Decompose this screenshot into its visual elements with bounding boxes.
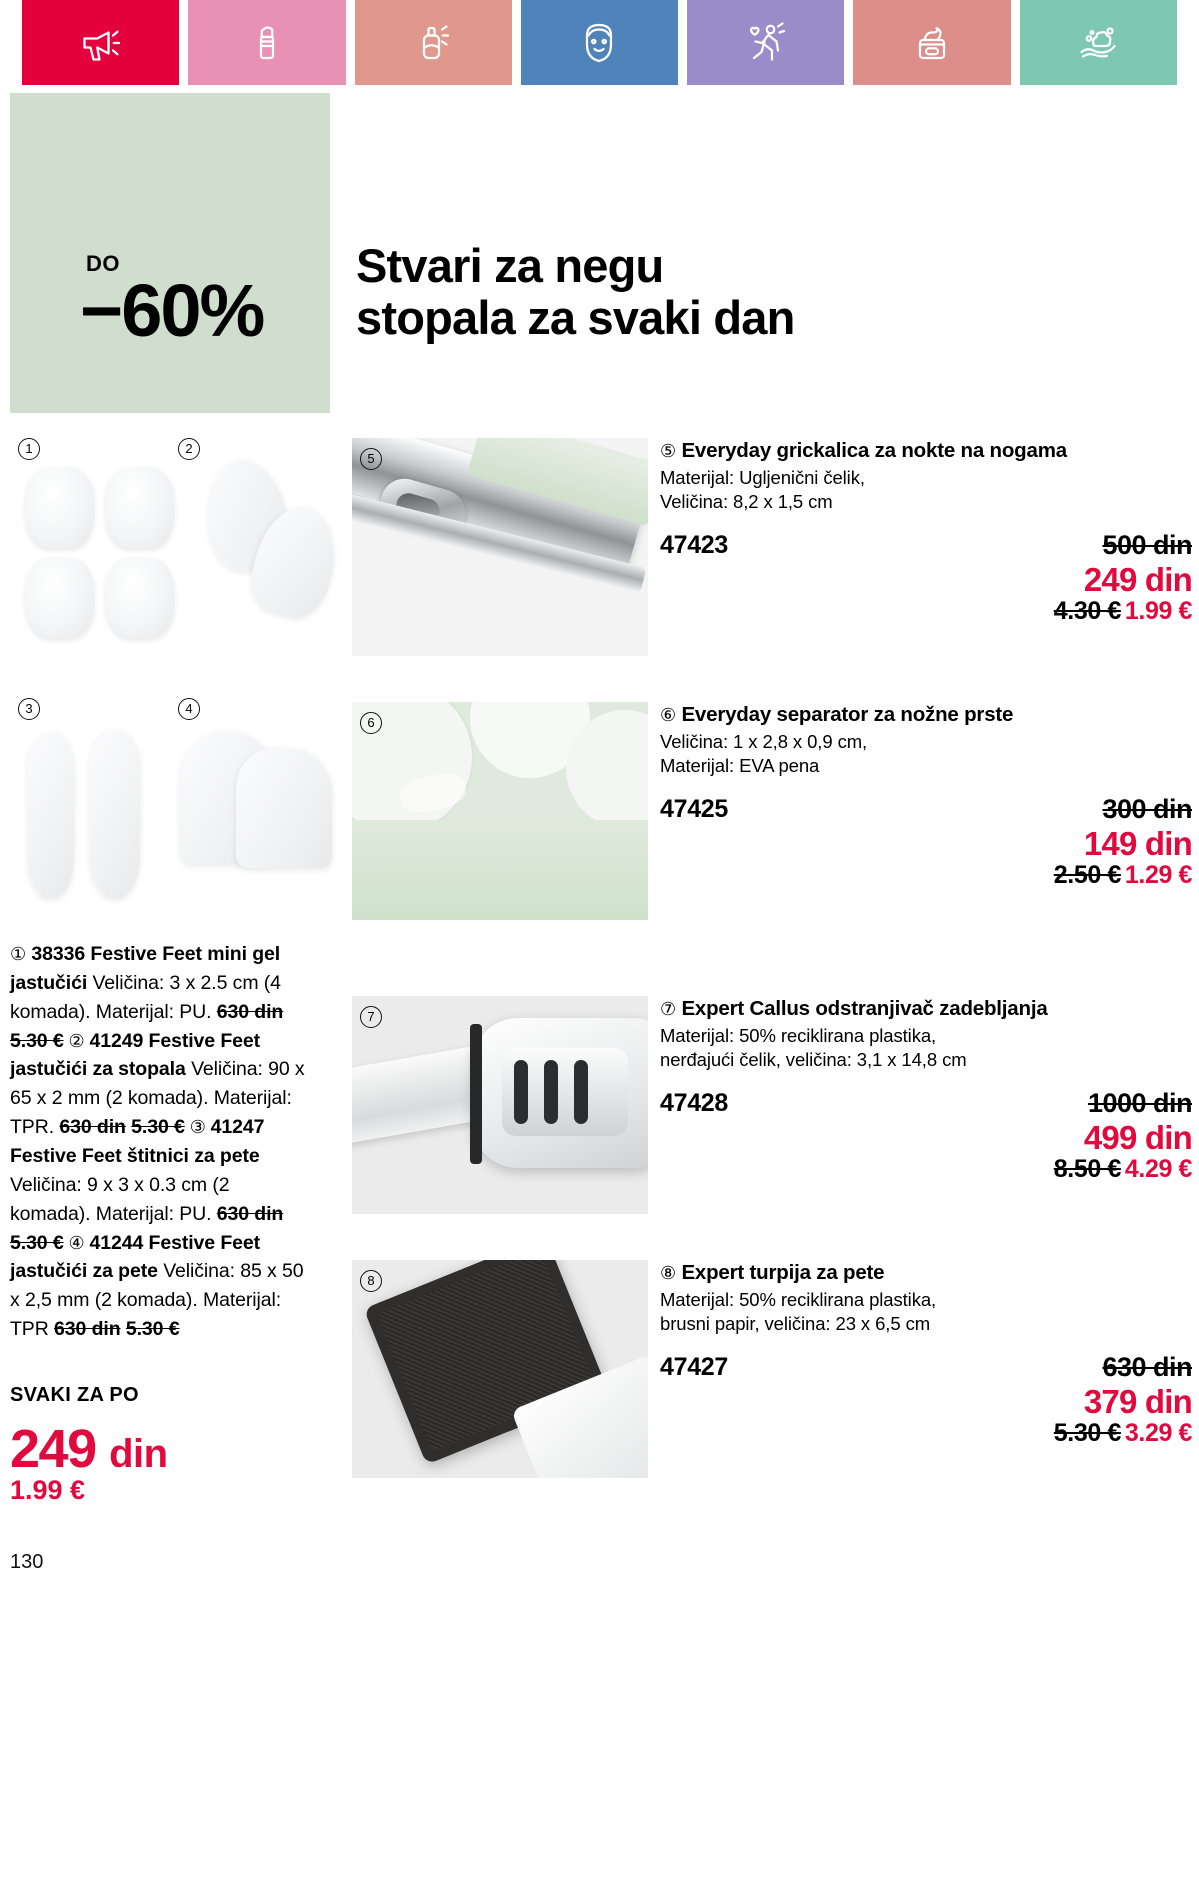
- photo-row-items-3-4: [10, 688, 340, 938]
- product-photo-nail-clipper: [352, 438, 648, 656]
- new-price-eur: 3.29 €: [1124, 1418, 1192, 1447]
- description-segment: ④: [63, 1232, 90, 1253]
- item-badge-3: 3: [18, 698, 40, 720]
- product-info: [648, 702, 1192, 920]
- description-segment: 5.30 €: [10, 1029, 64, 1052]
- old-price-din: 1000 din: [1087, 1088, 1192, 1119]
- product-title: [660, 438, 1192, 463]
- product-price-block: [660, 795, 1192, 889]
- product-description-line2: Veličina: 8,2 x 1,5 cm: [660, 491, 833, 513]
- product-title: [660, 996, 1192, 1021]
- product-photo-mini-gel-pads: [10, 430, 170, 688]
- product-card[interactable]: [352, 438, 1192, 656]
- discount-value: −60%: [80, 268, 264, 352]
- category-icon-bar: [0, 0, 1199, 85]
- product-card[interactable]: [352, 1260, 1192, 1478]
- product-description-line2: Materijal: EVA pena: [660, 755, 820, 777]
- product-number: ⑦: [660, 999, 676, 1019]
- hero-header: [0, 85, 1199, 430]
- product-photo-foot-file: [352, 1260, 648, 1478]
- old-price-eur: 2.50 €: [1053, 860, 1121, 889]
- product-photo-callus-remover: [352, 996, 648, 1214]
- product-photo-foot-pads: [170, 430, 340, 688]
- product-description-line1: Materijal: Ugljenični čelik,: [660, 467, 865, 488]
- description-segment: 5.30 €: [10, 1231, 64, 1254]
- product-title-text: Everyday grickalica za nokte na nogama: [681, 439, 1067, 462]
- product-photo-heel-cushions: [170, 688, 340, 946]
- product-number: ⑥: [660, 705, 676, 725]
- product-code: 47423: [660, 531, 729, 560]
- product-title: [660, 1260, 1192, 1285]
- product-price-block: [660, 531, 1192, 625]
- item-badge-1: 1: [18, 438, 40, 460]
- product-card[interactable]: [352, 996, 1192, 1214]
- category-tile-man-face[interactable]: [521, 0, 678, 85]
- price-stack: [1054, 795, 1192, 889]
- product-description: [660, 730, 1192, 778]
- item-badge-8: 8: [360, 1270, 382, 1292]
- description-segment: 38336 Festive Feet mini gel jastučići: [10, 943, 281, 994]
- man-face-icon: [575, 19, 623, 67]
- new-price-din: 379 din: [1083, 1382, 1192, 1420]
- product-description: [660, 1288, 1192, 1336]
- old-price-eur: 4.30 €: [1053, 596, 1121, 625]
- left-group-description: [10, 940, 310, 1344]
- product-title-text: Expert turpija za pete: [681, 1261, 885, 1284]
- item-badge-4: 4: [178, 698, 200, 720]
- new-price-eur: 1.29 €: [1124, 860, 1192, 889]
- product-info: [648, 1260, 1192, 1478]
- photo-row-items-1-2: [10, 430, 340, 688]
- product-description-line2: brusni papir, veličina: 23 x 6,5 cm: [660, 1313, 931, 1335]
- lipstick-icon: [243, 19, 291, 67]
- price-stack: [1054, 531, 1192, 625]
- megaphone-icon: [77, 19, 125, 67]
- perfume-bottle-icon: [409, 19, 457, 67]
- product-title-text: Expert Callus odstranjivač zadebljanja: [681, 997, 1048, 1020]
- product-price-block: [660, 1353, 1192, 1447]
- old-price-eur: 8.50 €: [1053, 1154, 1121, 1183]
- product-title: [660, 702, 1192, 727]
- description-segment: ③: [184, 1117, 211, 1138]
- product-code: 47428: [660, 1089, 729, 1118]
- category-tile-cream-jar[interactable]: [853, 0, 1010, 85]
- product-number: ⑤: [660, 441, 676, 461]
- product-description-line1: Veličina: 1 x 2,8 x 0,9 cm,: [660, 731, 868, 752]
- page-title: [356, 240, 976, 343]
- description-segment: 41244 Festive Feet jastučići za pete: [10, 1231, 261, 1283]
- product-description-line2: nerđajući čelik, veličina: 3,1 x 14,8 cm: [660, 1049, 967, 1071]
- category-tile-lipstick[interactable]: [188, 0, 345, 85]
- each-price-din: [10, 1421, 340, 1478]
- description-segment: 630 din: [54, 1318, 121, 1341]
- product-photo-heel-protectors: [10, 688, 170, 946]
- category-tile-perfume-bottle[interactable]: [355, 0, 512, 85]
- page-title-line2: stopala za svaki dan: [356, 290, 795, 344]
- old-price-eur: 5.30 €: [1053, 1418, 1121, 1447]
- item-badge-7: 7: [360, 1006, 382, 1028]
- product-description: [660, 466, 1192, 514]
- new-price-din: 249 din: [1083, 560, 1192, 598]
- new-price-din: 149 din: [1083, 824, 1192, 862]
- description-segment: 41249 Festive Feet jastučići za stopala: [10, 1029, 261, 1081]
- old-price-din: 300 din: [1102, 794, 1192, 825]
- description-segment: 41247 Festive Feet štitnici za pete: [10, 1116, 265, 1168]
- product-photo-toe-separator: [352, 702, 648, 920]
- price-eur-line: [1054, 598, 1192, 626]
- product-title-text: Everyday separator za nožne prste: [681, 703, 1014, 726]
- price-eur-line: [1054, 1156, 1192, 1184]
- page-number: 130: [10, 1551, 44, 1574]
- each-price-eur: 1.99 €: [10, 1474, 86, 1505]
- product-description: [660, 1024, 1192, 1072]
- description-segment: Veličina: 85 x 50 x 2,5 mm (2 komada). Materijal: TPR: [10, 1260, 304, 1341]
- price-stack: [1054, 1089, 1192, 1183]
- price-eur-line: [1054, 862, 1192, 890]
- description-segment: Veličina: 9 x 3 x 0.3 cm (2 komada). Materijal: PU.: [10, 1173, 230, 1225]
- description-segment: 630 din: [216, 1202, 284, 1225]
- running-person-icon: [742, 19, 790, 67]
- product-description-line1: Materijal: 50% reciklirana plastika,: [660, 1289, 937, 1310]
- product-info: [648, 996, 1192, 1214]
- product-price-block: [660, 1089, 1192, 1183]
- description-segment: 5.30 €: [131, 1116, 185, 1139]
- discount-badge-box: [10, 93, 330, 413]
- new-price-eur: 1.99 €: [1124, 596, 1192, 625]
- new-price-din: 499 din: [1083, 1118, 1192, 1156]
- product-info: [648, 438, 1192, 656]
- item-badge-2: 2: [178, 438, 200, 460]
- each-price-value: 249: [10, 1419, 96, 1480]
- product-card[interactable]: [352, 702, 1192, 920]
- old-price-din: 630 din: [1102, 1352, 1192, 1383]
- each-price-unit: din: [109, 1432, 168, 1477]
- item-badge-5: 5: [360, 448, 382, 470]
- category-tile-running-person[interactable]: [687, 0, 844, 85]
- do-label: DO: [86, 250, 120, 276]
- price-stack: [1054, 1353, 1192, 1447]
- left-product-group: [10, 430, 340, 1574]
- category-tile-megaphone[interactable]: [22, 0, 179, 85]
- each-price-label: SVAKI ZA PO: [10, 1384, 139, 1407]
- price-eur-line: [1054, 1420, 1192, 1448]
- category-tile-hand-washing[interactable]: [1020, 0, 1177, 85]
- page-title-line1: Stvari za negu: [356, 239, 664, 292]
- product-number: ⑧: [660, 1263, 676, 1283]
- right-product-list: [352, 430, 1192, 1524]
- description-segment: Veličina: 3 x 2.5 cm (4 komada). Materijal: PU.: [10, 971, 281, 1023]
- hand-washing-icon: [1074, 19, 1122, 67]
- description-segment: ①: [10, 944, 27, 964]
- item-badge-6: 6: [360, 712, 382, 734]
- description-segment: 630 din: [216, 1000, 284, 1023]
- product-description-line1: Materijal: 50% reciklirana plastika,: [660, 1025, 937, 1046]
- product-code: 47427: [660, 1353, 729, 1382]
- cream-jar-icon: [908, 19, 956, 67]
- product-code: 47425: [660, 795, 729, 824]
- old-price-din: 500 din: [1102, 530, 1192, 561]
- description-segment: 5.30 €: [125, 1318, 180, 1341]
- description-segment: ②: [63, 1030, 90, 1051]
- new-price-eur: 4.29 €: [1124, 1154, 1192, 1183]
- description-segment: Veličina: 90 x 65 x 2 mm (2 komada). Materijal: TPR.: [10, 1058, 305, 1139]
- description-segment: 630 din: [59, 1116, 126, 1139]
